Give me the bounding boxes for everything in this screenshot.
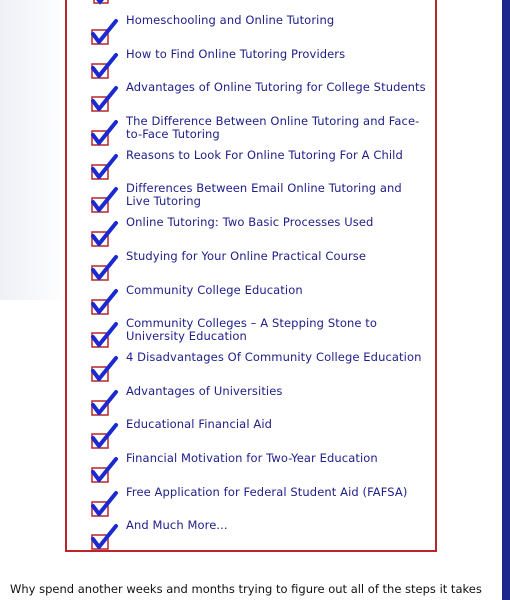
checkbox-checked-icon: [90, 355, 120, 383]
checklist-item-label: Free Application for Federal Student Aid (FAFSA): [126, 485, 408, 499]
checkbox-checked-icon: [90, 85, 120, 113]
intro-paragraph: Why spend another weeks and months trying to figure out all of the steps it takes: [10, 582, 482, 596]
checklist-item-label: The Difference Between Online Tutoring and Face-to-Face Tutoring: [126, 114, 420, 141]
checklist-item: [90, 385, 430, 419]
checklist-item-label: Online Tutoring: Two Basic Processes Used: [126, 215, 374, 229]
checklist-item-label: Homeschooling and Online Tutoring: [126, 13, 335, 27]
checklist-item-label: Advantages of Online Tutoring for College Students: [126, 80, 426, 94]
checklist-item: [90, 149, 430, 183]
checkbox-checked-icon: [90, 288, 120, 316]
checkbox-checked-icon: [90, 186, 120, 214]
checklist-item: [90, 250, 430, 284]
checkbox-checked-icon: [90, 422, 120, 450]
checkbox-checked-icon: [90, 321, 120, 349]
checkbox-checked-icon: [90, 389, 120, 417]
checklist-item-label: Advantages of Universities: [126, 384, 283, 398]
checkbox-checked-icon: [90, 119, 120, 147]
checklist-item: [90, 81, 430, 115]
checklist-item-label: Community Colleges – A Stepping Stone to University Education: [126, 316, 378, 343]
checklist-item: [90, 486, 430, 520]
checkbox-checked-icon: [90, 456, 120, 484]
checkbox-checked-icon: [92, 0, 116, 6]
checklist-item-label: Reasons to Look For Online Tutoring For A Child: [126, 148, 403, 162]
checkbox-checked-icon: [90, 490, 120, 518]
checkbox-checked-icon: [90, 220, 120, 248]
checkbox-checked-icon: [90, 254, 120, 282]
checklist-item-label: Financial Motivation for Two-Year Education: [126, 451, 378, 465]
checklist-item-label: Educational Financial Aid: [126, 417, 273, 431]
checklist-item: [90, 48, 430, 82]
checklist-item-label: And Much More...: [126, 518, 228, 532]
checklist-item-label: 4 Disadvantages Of Community College Education: [126, 350, 422, 364]
background-fade: [0, 0, 70, 300]
checklist-item: [90, 519, 430, 553]
checklist-item: [90, 452, 430, 486]
right-border-bar: [502, 0, 510, 600]
checklist-item-label: Differences Between Email Online Tutoring and Live Tutoring: [126, 181, 402, 208]
checklist-item-label: Community College Education: [126, 283, 303, 297]
checklist-item: [90, 317, 430, 351]
checklist-item: [90, 115, 430, 149]
checklist-item: [90, 418, 430, 452]
checkbox-checked-icon: [90, 153, 120, 181]
checklist-item: [90, 351, 430, 385]
checkbox-checked-icon: [90, 18, 120, 46]
checklist-item: [90, 284, 430, 318]
checklist-item-label: Studying for Your Online Practical Course: [126, 249, 367, 263]
checkbox-checked-icon: [90, 52, 120, 80]
checkbox-checked-icon: [90, 523, 120, 551]
checklist-item-label: How to Find Online Tutoring Providers: [126, 47, 346, 61]
checklist-item: [90, 14, 430, 48]
checklist-item: [90, 216, 430, 250]
checklist-item: [90, 182, 430, 216]
